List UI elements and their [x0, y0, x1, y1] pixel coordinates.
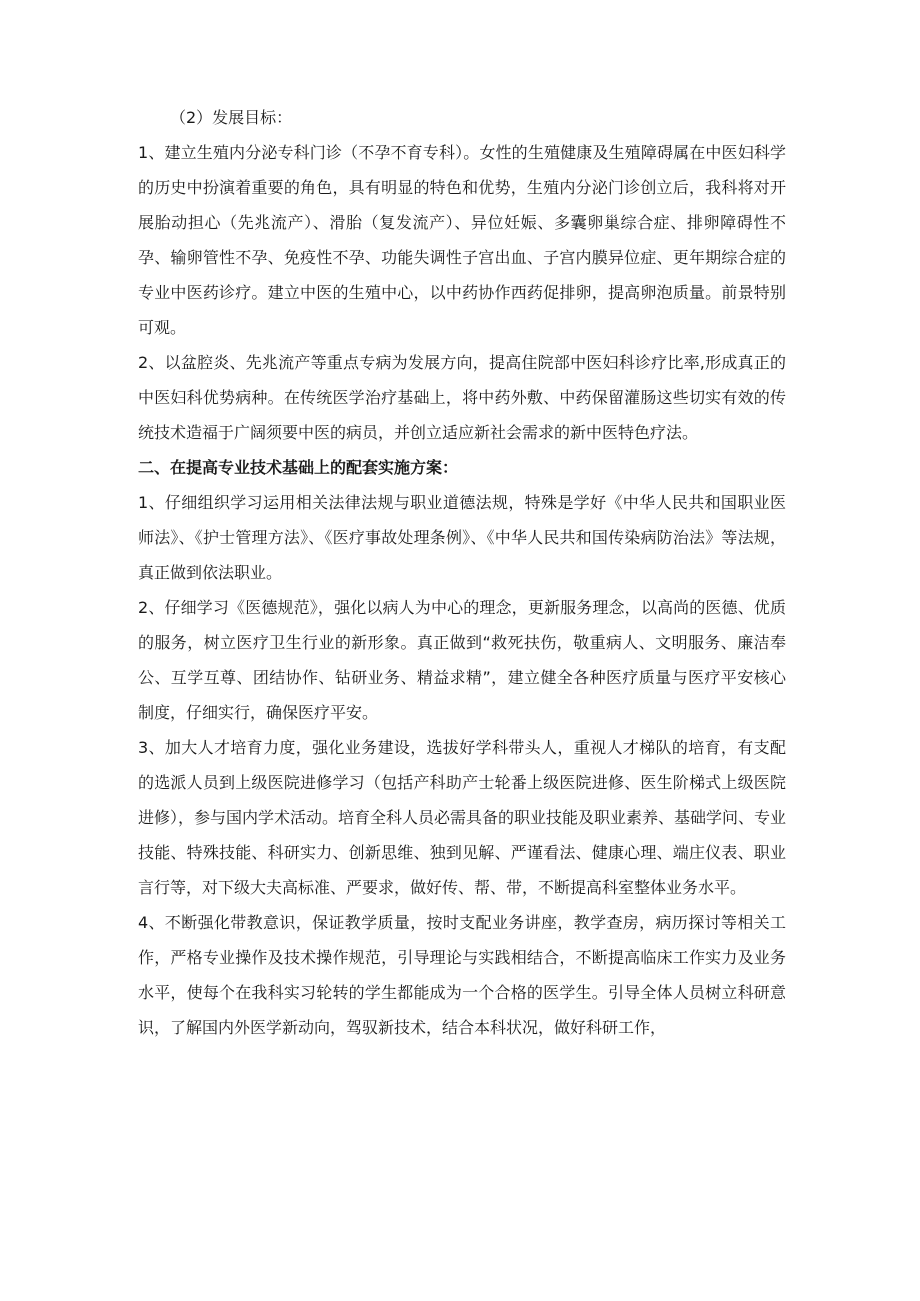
paragraph-goal-2: 2、以盆腔炎、先兆流产等重点专病为发展方向，提高住院部中医妇科诊疗比率,形成真正的中医妇科优势病种。在传统医学治疗基础上，将中药外敷、中药保留灌肠这些切实有效的传统技术造福于广阔须要中医的病员，并创立适应新社会需求的新中医特色疗法。 — [138, 353, 786, 442]
paragraph-plan-3: 3、加大人才培育力度，强化业务建设，选拔好学科带头人，重视人才梯队的培育，有支配的选派人员到上级医院进修学习（包括产科助产士轮番上级医院进修、医生阶梯式上级医院进修），参与国内学术活动。培育全科人员必需具备的职业技能及职业素养、基础学问、专业技能、特殊技能、科研实力、创新思维、独到见解、严谨看法、健康心理、端庄仪表、职业言行等，对下级大夫高标准、严要求，做好传、帮、带，不断提高科室整体业务水平。 — [138, 738, 787, 897]
paragraph-goal-1: 1、建立生殖内分泌专科门诊（不孕不育专科）。女性的生殖健康及生殖障碍属在中医妇科学的历史中扮演着重要的角色，具有明显的特色和优势，生殖内分泌门诊创立后，我科将对开展胎动担心（先兆流产）、滑胎（复发流产）、异位妊娠、多囊卵巢综合症、排卵障碍性不孕、输卵管性不孕、免疫性不孕、功能失调性子宫出血、子宫内膜异位症、更年期综合症的专业中医药诊疗。建立中医的生殖中心，以中药协作西药促排卵，提高卵泡质量。前景特别可观。 — [138, 143, 786, 337]
document-body — [138, 100, 786, 1045]
subsection-title: （2）发展目标： — [170, 108, 293, 127]
paragraph-plan-4: 4、不断强化带教意识，保证教学质量，按时支配业务讲座，教学查房，病历探讨等相关工作，严格专业操作及技术操作规范，引导理论与实践相结合，不断提高临床工作实力及业务水平，使每个在我科实习轮转的学生都能成为一个合格的医学生。引导全体人员树立科研意识，了解国内外医学新动向，驾驭新技术，结合本科状况，做好科研工作， — [138, 913, 786, 1037]
paragraph-plan-1: 1、仔细组织学习运用相关法律法规与职业道德法规，特殊是学好《中华人民共和国职业医师法》、《护士管理方法》、《医疗事故处理条例》、《中华人民共和国传染病防治法》等法规，真正做到依法职业。 — [138, 493, 786, 582]
paragraph-plan-2: 2、仔细学习《医德规范》，强化以病人为中心的理念，更新服务理念，以高尚的医德、优质的服务，树立医疗卫生行业的新形象。真正做到“救死扶伤，敬重病人、文明服务、廉洁奉公、互学互尊、团结协作、钻研业务、精益求精”，建立健全各种医疗质量与医疗平安核心制度，仔细实行，确保医疗平安。 — [138, 598, 786, 722]
section-heading: 二、在提高专业技术基础上的配套实施方案： — [138, 458, 459, 477]
